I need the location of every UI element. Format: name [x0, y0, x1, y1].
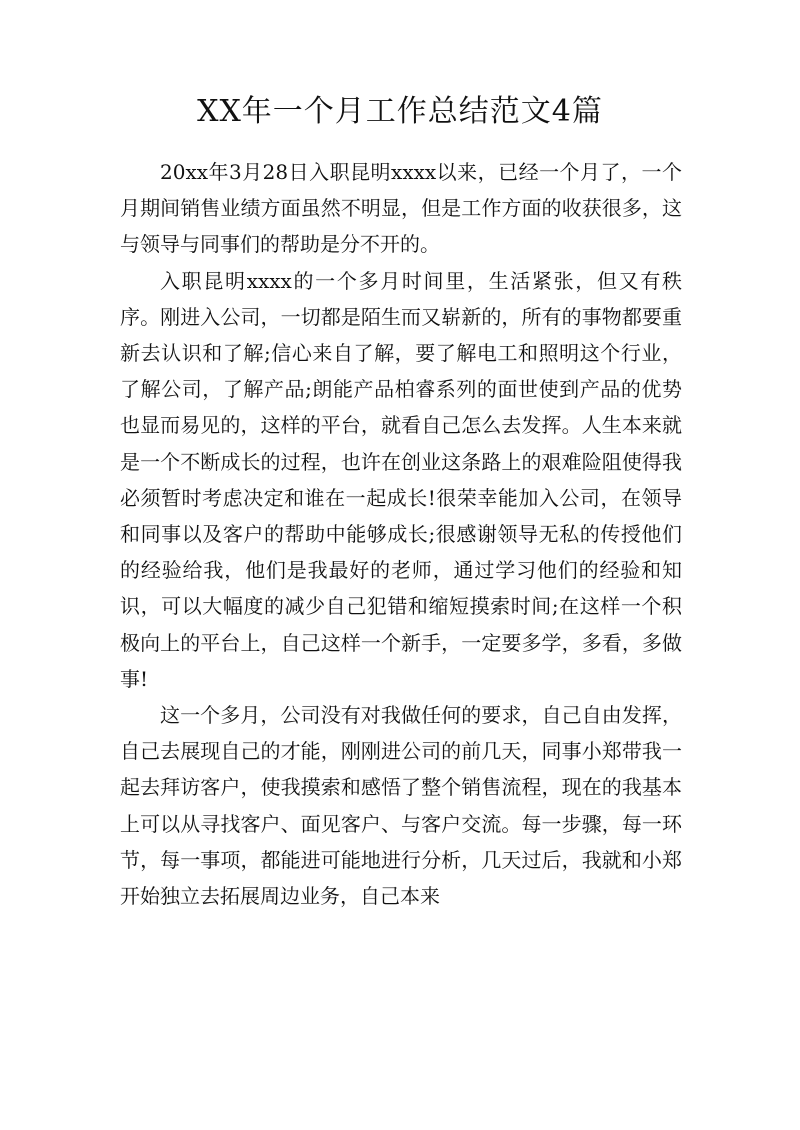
document-title: XX年一个月工作总结范文4篇: [197, 94, 603, 129]
document-body: [120, 154, 682, 914]
paragraph-1: 20xx年3月28日入职昆明xxxx以来，已经一个月了，一个月期间销售业绩方面虽然不明显，但是工作方面的收获很多，这与领导与同事们的帮助是分不开的。: [120, 160, 682, 257]
paragraph-3: 这一个多月，公司没有对我做任何的要求，自己自由发挥，自己去展现自己的才能，刚刚进公司的前几天，同事小郑带我一起去拜访客户，使我摸索和感悟了整个销售流程，现在的我基本上可以从寻找客户、面见客户、与客户交流。每一步骤，每一环节，每一事项，都能进可能地进行分析，几天过后，我就和小郑开始独立去拓展周边业务，自己本来: [120, 703, 682, 909]
paragraph-2: 入职昆明xxxx的一个多月时间里，生活紧张，但又有秩序。刚进入公司，一切都是陌生而又崭新的，所有的事物都要重新去认识和了解;信心来自了解，要了解电工和照明这个行业，了解公司，了解产品;朗能产品柏睿系列的面世使到产品的优势也显而易见的，这样的平台，就看自己怎么去发挥。人生本来就是一个不断成长的过程，也许在创业这条路上的艰难险阻使得我必须暂时考虑决定和谁在一起成长!很荣幸能加入公司，在领导和同事以及客户的帮助中能够成长;很感谢领导无私的传授他们的经验给我，他们是我最好的老师，通过学习他们的经验和知识，可以大幅度的减少自己犯错和缩短摸索时间;在这样一个积极向上的平台上，自己这样一个新手，一定要多学，多看，多做事!: [120, 268, 682, 691]
